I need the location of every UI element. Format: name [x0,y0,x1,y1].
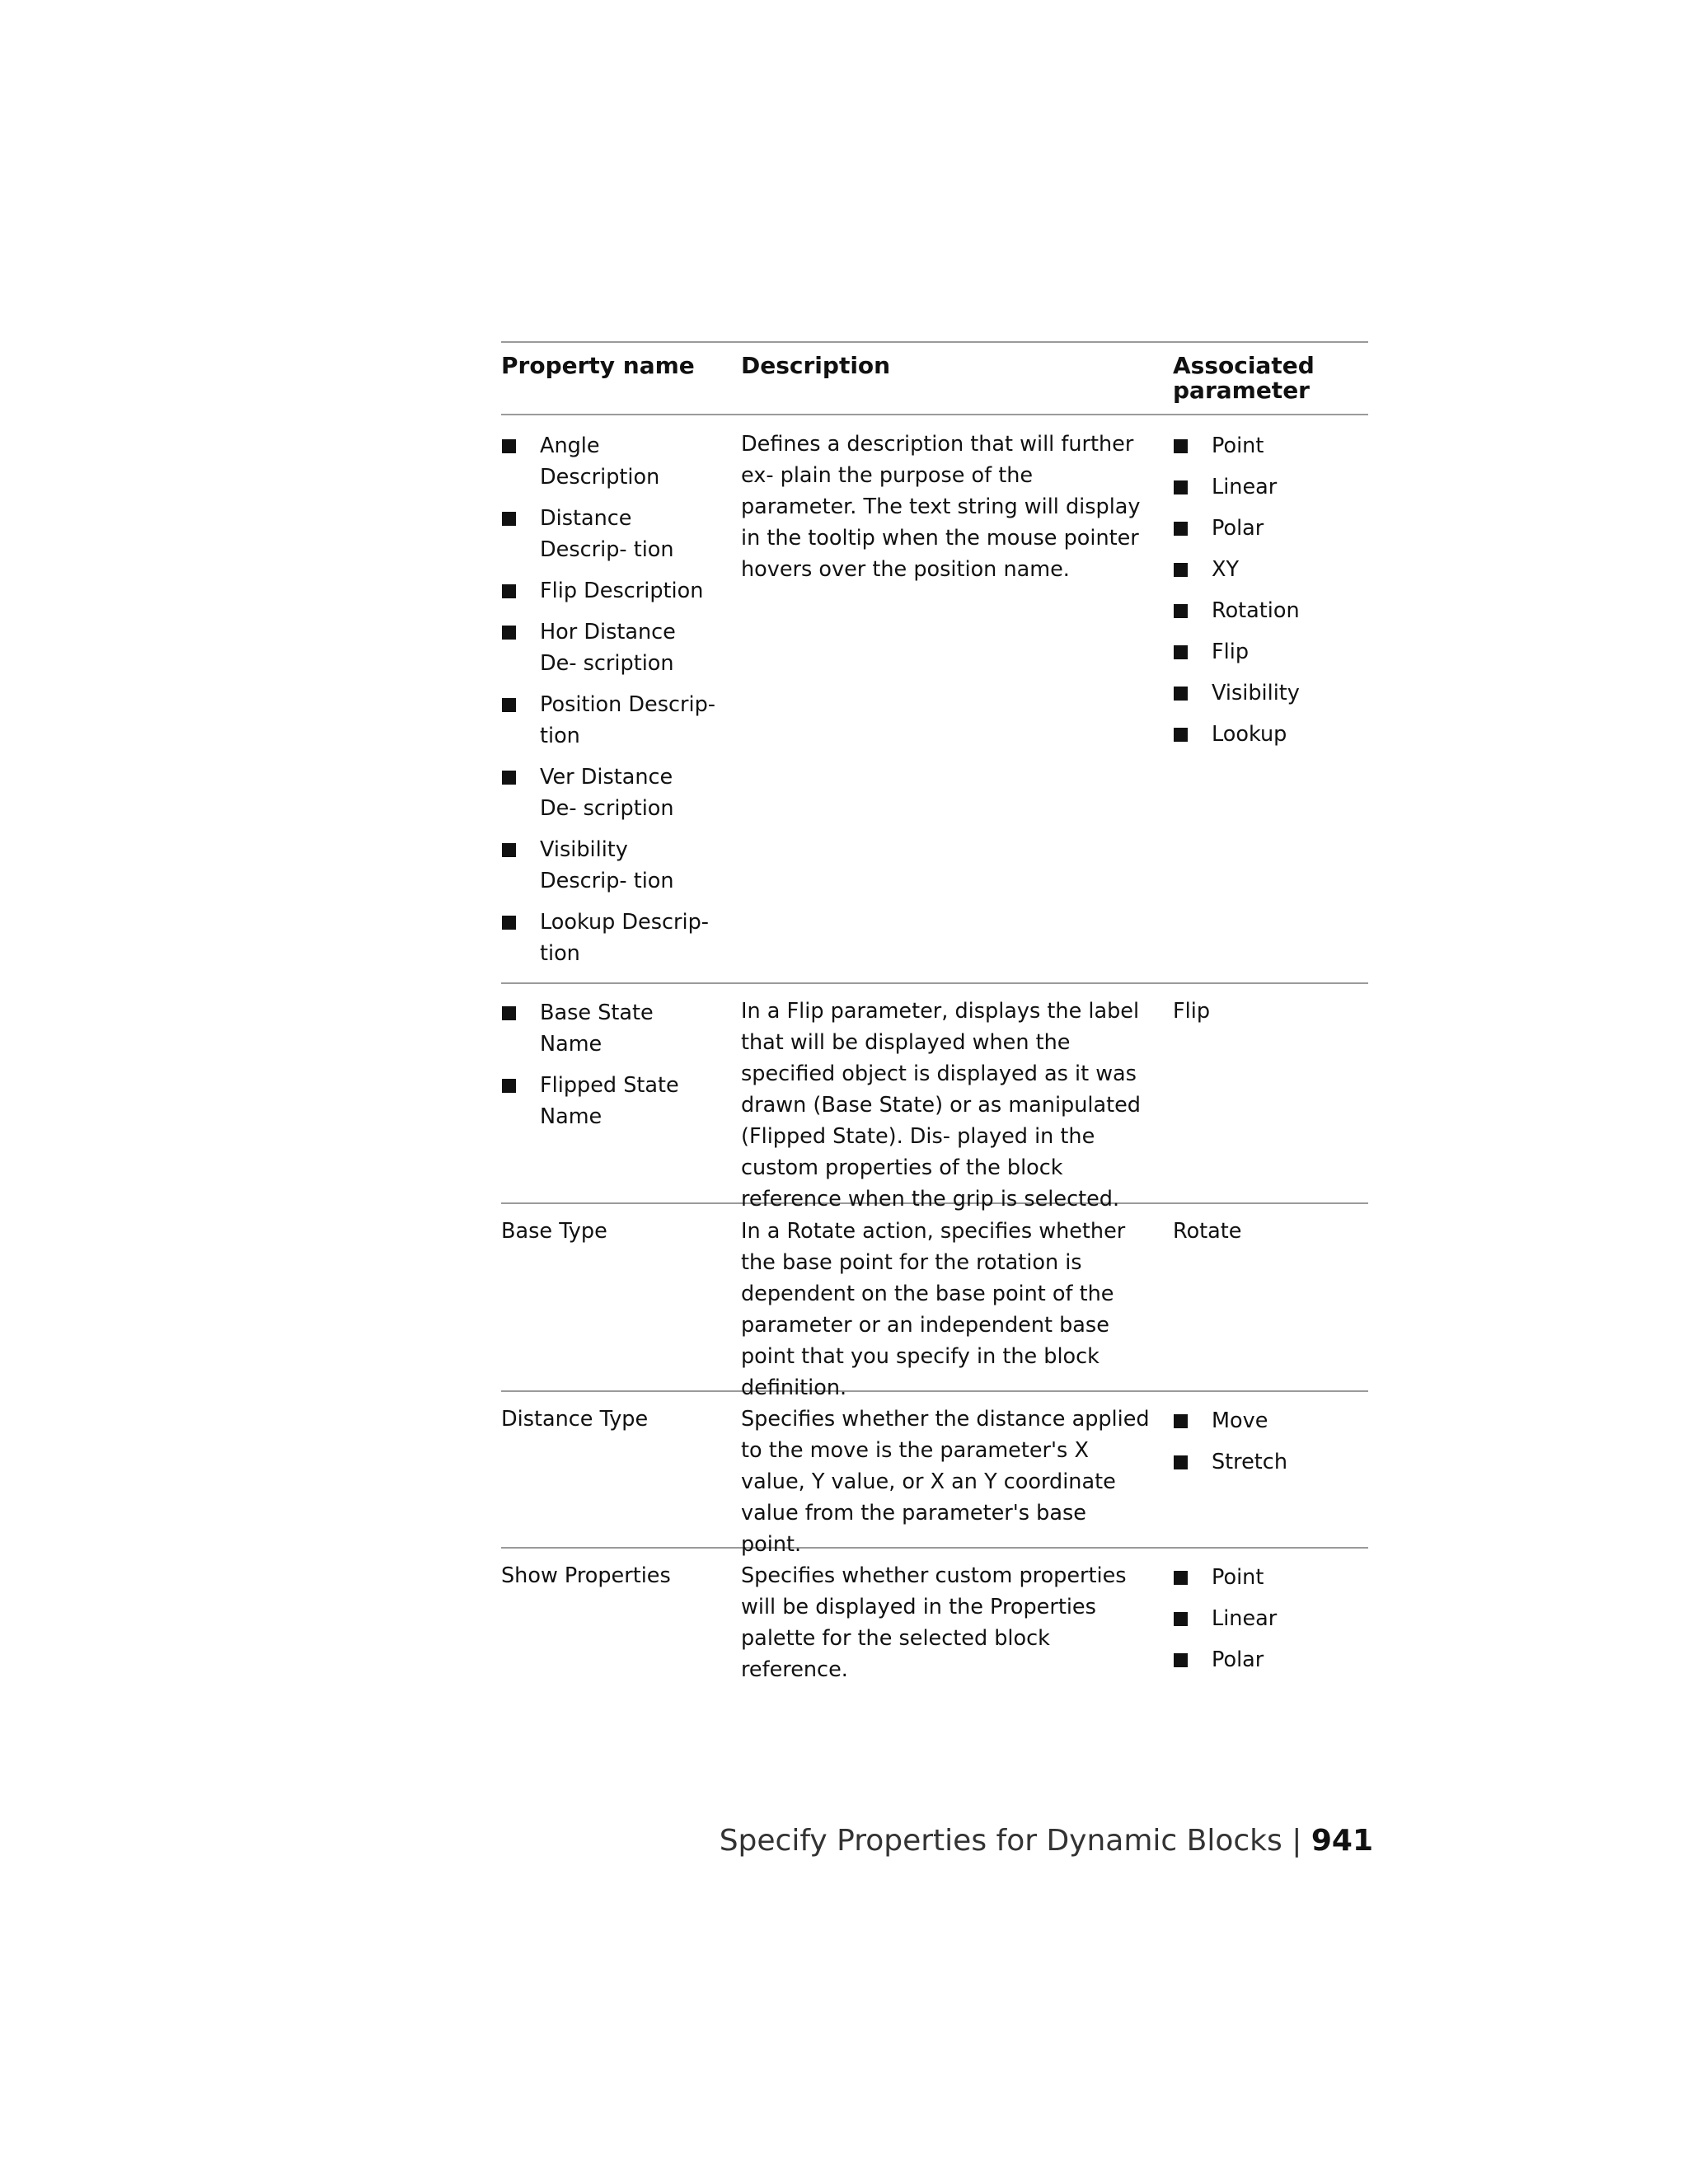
list-item [1173,471,1368,503]
footer-separator: | [1292,1824,1302,1858]
list-item [1173,1405,1368,1436]
bullet-square-icon [502,1006,516,1020]
list-item [1173,677,1368,709]
list-item [501,907,715,969]
list-item-label: Lookup Descrip- tion [540,910,709,966]
properties-table [501,341,1368,1689]
list-item [501,616,715,679]
list-item-label: Polar [1212,1647,1264,1672]
list-item-label: XY [1212,557,1240,582]
bullet-square-icon [1174,522,1188,536]
page-number: 941 [1311,1824,1373,1858]
row1-description: Defines a description that will further ex- plain the purpose of the parameter. The text string will display in the tooltip when the mouse pointer hovers over the position name. [741,432,1141,582]
bullet-square-icon [1174,728,1188,742]
list-item [1173,1644,1368,1675]
list-item [501,1070,715,1132]
list-item [1173,554,1368,585]
list-item-label: Stretch [1212,1450,1287,1474]
row1-properties [501,430,715,979]
bullet-square-icon [1174,604,1188,618]
list-item-label: Linear [1212,475,1278,499]
header-property-name: Property name [501,352,695,379]
list-item-label: Flipped State Name [540,1073,679,1129]
list-item [1173,1603,1368,1634]
list-item [501,762,715,824]
bullet-square-icon [1174,439,1188,453]
row2-parameter: Flip [1173,999,1211,1024]
list-item-label: Flip Description [540,579,704,603]
table-row [501,1392,1368,1557]
bullet-square-icon [502,1079,516,1093]
row4-parameters [1173,1405,1368,1488]
table-header [501,343,1368,414]
bullet-square-icon [1174,1653,1188,1667]
bullet-square-icon [502,771,516,785]
bullet-square-icon [502,698,516,712]
bullet-square-icon [1174,1414,1188,1428]
bullet-square-icon [1174,1455,1188,1469]
list-item [501,430,715,493]
page-footer [720,1823,1373,1859]
list-item [1173,595,1368,626]
list-item-label: Visibility Descrip- tion [540,837,674,893]
list-item-label: Lookup [1212,722,1287,747]
list-item [501,503,715,565]
list-item [501,575,715,607]
list-item-label: Polar [1212,516,1264,541]
list-item [1173,636,1368,668]
bullet-square-icon [1174,563,1188,577]
header-associated-parameter: Associated parameter [1173,352,1315,404]
row3-property: Base Type [501,1219,607,1244]
row1-parameters [1173,430,1368,760]
list-item-label: Move [1212,1408,1268,1433]
bullet-square-icon [502,439,516,453]
table-row [501,984,1368,1212]
bullet-square-icon [502,512,516,526]
list-item [1173,1562,1368,1593]
list-item-label: Base State Name [540,1001,654,1057]
row4-property: Distance Type [501,1407,649,1432]
bullet-square-icon [502,843,516,857]
bullet-square-icon [1174,1571,1188,1585]
row5-description: Specifies whether custom properties will be displayed in the Properties palette for the selected block reference. [741,1563,1127,1682]
bullet-square-icon [502,916,516,930]
list-item-label: Angle Description [540,434,660,490]
list-item-label: Position Descrip- tion [540,692,715,748]
list-item [501,689,715,752]
footer-section-title: Specify Properties for Dynamic Blocks [719,1824,1282,1858]
bullet-square-icon [502,626,516,640]
row5-property: Show Properties [501,1563,671,1588]
row2-properties [501,997,715,1142]
table-row [501,415,1368,982]
list-item [1173,719,1368,750]
table-row [501,1549,1368,1689]
list-item-label: Point [1212,434,1264,458]
bullet-square-icon [1174,645,1188,659]
list-item-label: Hor Distance De- scription [540,620,676,676]
list-item-label: Ver Distance De- scription [540,765,674,821]
bullet-square-icon [1174,1612,1188,1626]
list-item-label: Point [1212,1565,1264,1590]
bullet-square-icon [1174,687,1188,701]
list-item-label: Visibility [1212,681,1300,705]
list-item [501,834,715,897]
header-description: Description [741,352,891,379]
row3-parameter: Rotate [1173,1219,1242,1244]
row4-description: Specifies whether the distance applied to the move is the parameter's X value, Y value, or X an Y coordinate value from the parameter's base point. [741,1407,1150,1557]
list-item [1173,1446,1368,1478]
list-item-label: Rotation [1212,598,1300,623]
row3-description: In a Rotate action, specifies whether the base point for the rotation is dependent on the base point of the parameter or an independent base point that you specify in the block definition. [741,1219,1126,1400]
table-row [501,1204,1368,1400]
list-item [1173,430,1368,462]
list-item-label: Distance Descrip- tion [540,506,674,562]
list-item [501,997,715,1060]
list-item [1173,513,1368,544]
bullet-square-icon [1174,480,1188,494]
row2-description: In a Flip parameter, displays the label that will be displayed when the specified object is displayed as it was drawn (Base State) or as manipulated (Flipped State). Dis- played in the custom properties of the block reference when the grip is selected. [741,999,1141,1212]
list-item-label: Linear [1212,1606,1278,1631]
bullet-square-icon [502,584,516,598]
row5-parameters [1173,1562,1368,1685]
list-item-label: Flip [1212,640,1250,664]
